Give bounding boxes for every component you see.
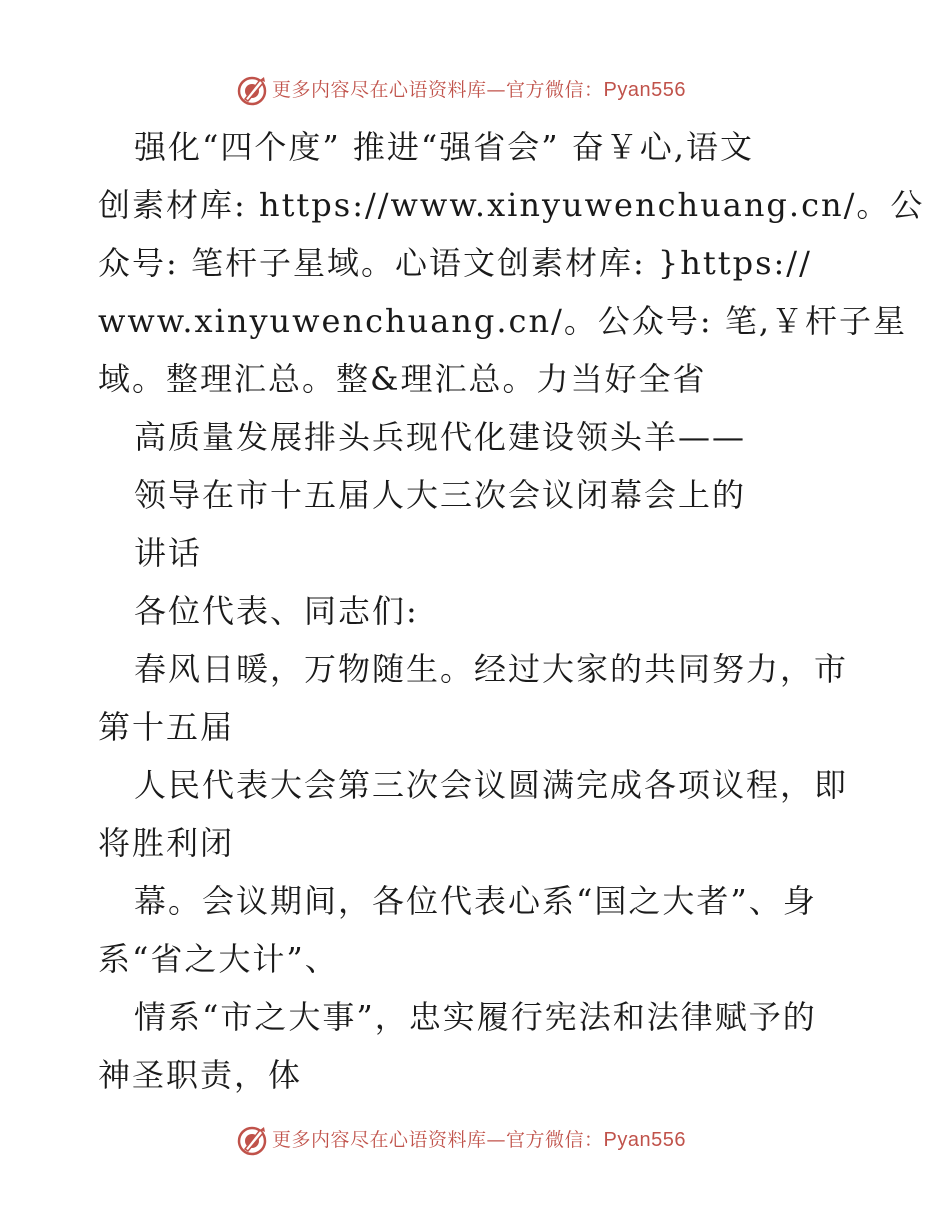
text-line: 情系“市之大事”，忠实履行宪法和法律赋予的: [134, 998, 817, 1036]
footer-watermark: [0, 1120, 950, 1160]
watermark-dash: —: [486, 1129, 507, 1151]
text-line: 春风日暖，万物随生。经过大家的共同努力，市: [134, 650, 849, 688]
watermark-title: 更多内容尽在心语资料库: [272, 1129, 487, 1151]
text-line: 众号: 笔杆子星域。心语文创素材库: }https://: [98, 244, 812, 282]
pen-logo-icon: [236, 74, 268, 106]
watermark-official: 官方微信：: [506, 1129, 604, 1151]
text-line: 将胜利闭: [98, 824, 235, 862]
text-line: www.xinyuwenchuang.cn/。公众号: 笔,￥杆子星: [98, 302, 907, 340]
text-line: 神圣职责，体: [98, 1056, 303, 1094]
salutation-line: 各位代表、同志们:: [134, 592, 419, 630]
pen-logo-icon: [236, 1124, 268, 1156]
watermark-wechat-id: Pyan556: [603, 1129, 686, 1151]
watermark-wechat-id: Pyan556: [603, 79, 686, 101]
text-line: 域。整理汇总。整&理汇总。力当好全省: [98, 360, 707, 398]
watermark-text: [272, 1126, 686, 1154]
text-line: 第十五届: [98, 708, 235, 746]
header-watermark: [0, 70, 950, 110]
text-line: 幕。会议期间，各位代表心系“国之大者”、身: [134, 882, 817, 920]
watermark-dash: —: [486, 79, 507, 101]
watermark-text: [272, 76, 686, 104]
watermark-official: 官方微信：: [506, 79, 604, 101]
text-line: 强化“四个度” 推进“强省会” 奋￥心,语文: [134, 128, 754, 166]
text-line: 人民代表大会第三次会议圆满完成各项议程，即: [134, 766, 849, 804]
text-line: 系“省之大计”、: [98, 940, 339, 978]
title-line: 高质量发展排头兵现代化建设领头羊——: [134, 418, 747, 456]
text-line: 创素材库: https://www.xinyuwenchuang.cn/。公: [98, 186, 925, 224]
title-line: 领导在市十五届人大三次会议闭幕会上的: [134, 476, 747, 514]
title-line: 讲话: [134, 534, 203, 572]
watermark-title: 更多内容尽在心语资料库: [272, 79, 487, 101]
